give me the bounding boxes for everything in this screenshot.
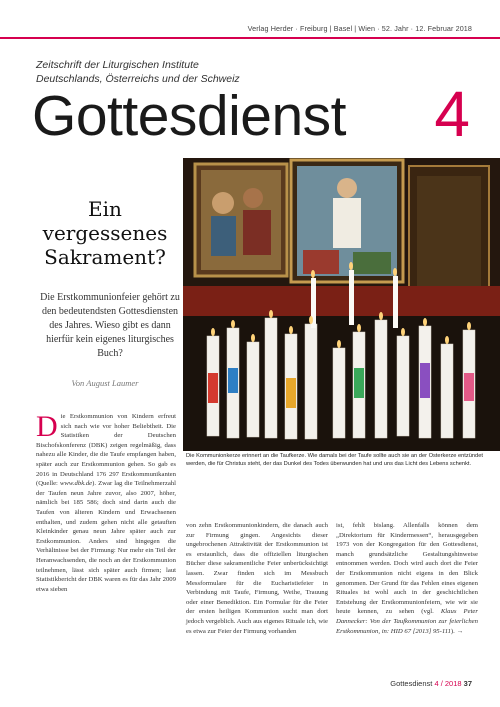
photo-caption: Die Kommunionkerze erinnert an die Taufkerze. Wie damals bei der Taufe sollte auch sie an der Osterkerze entzündet werden, die für Christus steht, der das Dunkel des Todes überwunden hat und uns das Licht des Lebens schenkt.	[186, 453, 483, 467]
candles-altar-photo	[183, 158, 500, 451]
body-column-1	[36, 412, 176, 594]
publisher-meta-line: Verlag Herder · Freiburg | Basel | Wien · 52. Jahr · 12. Februar 2018	[247, 24, 472, 33]
drop-cap: D	[36, 410, 58, 443]
body-column-3	[336, 521, 478, 636]
literature-reference: Klaus Peter Dannecker: Von der Taufkommunion zur feierlichen Erstkommunion, in: HID 67 [2013] 95-111	[336, 608, 478, 635]
header-rule	[0, 37, 500, 39]
column-1-lead-text: ie Erstkommunion von Kindern erfreut sich nach wie vor hoher Beliebtheit. Die Statistiken der Deutschen Bischofskonferenz (DBK) zeigen regelmäßig, dass nahezu alle Kinder, die die Taufe empfangen haben, später auch zur Erstkommunion gehen. So gab es 2016 in Deutschland 176 297 Erstkommunikanten (Quelle:	[36, 413, 176, 488]
article-deck: Die Erstkommunionfeier gehört zu den bedeutendsten Gottesdiensten des Jahres. Wieso gibt es dann hierfür kein eigenes liturgisches Buch?	[40, 292, 180, 359]
article-headline: Ein vergessenes Sakrament?	[42, 197, 168, 269]
issue-number: 4	[434, 78, 470, 150]
source-link[interactable]: www.dbk.de	[59, 480, 93, 488]
column-1-text: ). Zwar lag die Teilnehmerzahl der Taufen neun Jahre zuvor, also 2007, höher, nämlich bei 185 586; doch sind darin auch die Taufen von älteren Kindern und Erwachsenen enthalten, und zudem gehen nicht alle getauften Kleinkinder genau neun Jahre später auch zur Erstkommunion. Anders sind hingegen die Verhältnisse bei der Firmung: Nur mehr ein Teil der Heranwachsenden, die noch an der Erstkommunion teilnehmen, lässt sich später auch firmen; laut Statistikbericht der DBK waren es für das Jahr 2009 etwa sieben	[36, 480, 176, 593]
subtitle-line-1: Zeitschrift der Liturgischen Institute	[36, 59, 199, 71]
subtitle-line-2: Deutschlands, Österreichs und der Schweiz	[36, 73, 240, 85]
column-3-end: ). →	[450, 627, 464, 635]
body-column-2: von zehn Erstkommunionkindern, die danach auch zur Firmung gingen. Angesichts dieser ungebrochenen Attraktivität der Erstkommunion ist es erstaunlich, dass die offiziellen liturgischen Bücher diese sakramentliche Feier unberücksichtigt lassen. Zwar finden sich im Messbuch Messformulare für die Eucharistiefeier in Verbindung mit Taufe, Firmung, Weihe, Trauung oder einer Benediktion. Ein Formular für die Feier der ersten heiligen Kommunion sucht man dort jedoch vergeblich. Auch aus eigenes Rituale ich, wie es etwa zur Feier der Firmung vorhanden	[186, 522, 328, 635]
footer-journal: Gottesdienst	[390, 679, 433, 688]
footer-issue: 4 / 2018	[434, 679, 462, 688]
column-3-text: ist, fehlt bislang. Allenfalls können dem „Direktorium für Kindermessen“, herausgegeben 1973 von der Kongregation für den Gottesdienst, manch grundsätzliche Gestaltungshinweise entnommen werden. Doch wird auch dort die Feier der Erstkommunion nicht eigens in den Blick genommen. Der Grund für das Fehlen eines eigenen Rituales ist wohl auch in der geschichtlichen Entstehung der Erstkommunionfeiern, wie wir sie heute kennen, zu sehen (vgl.	[336, 522, 478, 616]
page-footer	[390, 679, 472, 688]
masthead-subtitle	[36, 58, 240, 86]
page-number: 37	[463, 679, 472, 688]
article-byline: Von August Laumer	[71, 378, 139, 388]
masthead-title: Gottesdienst	[32, 84, 347, 148]
